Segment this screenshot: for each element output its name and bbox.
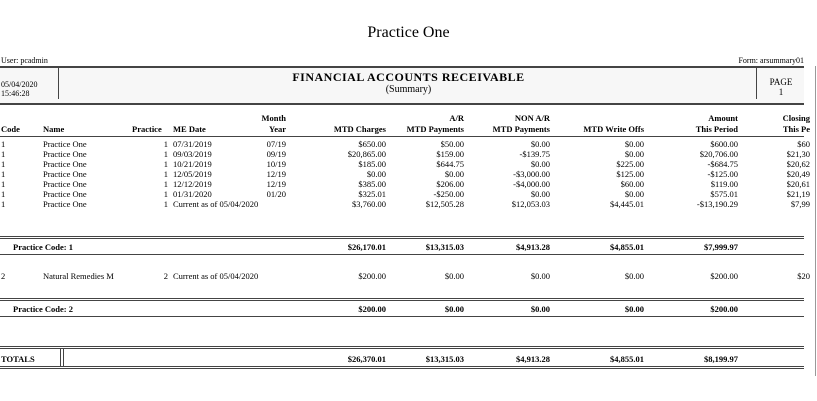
cell-ar: $159.00 (436, 149, 464, 159)
cell-me-date: 12/12/2019 (173, 179, 212, 189)
cell-month-year: 12/19 (266, 169, 286, 179)
totals-non-ar: $4,913.28 (516, 354, 550, 364)
subtotal-rule (0, 298, 804, 299)
col-closing-period: This Pe (782, 124, 810, 134)
row2-practice: 2 (163, 271, 168, 281)
cell-write-offs: $0.00 (624, 189, 644, 199)
cell-write-offs: $0.00 (624, 149, 644, 159)
header-rule (0, 136, 804, 137)
col-code: Code (1, 124, 20, 134)
cell-me-date: 10/21/2019 (173, 159, 212, 169)
totals-ar: $13,315.03 (425, 354, 464, 364)
cell-non-ar: $0.00 (530, 139, 550, 149)
cell-ar: $206.00 (436, 179, 464, 189)
cell-closing: $21,19 (786, 189, 810, 199)
cell-non-ar: -$3,000.00 (513, 169, 550, 179)
cell-code: 1 (1, 169, 6, 179)
cell-practice: 1 (163, 199, 168, 209)
cell-practice: 1 (163, 159, 168, 169)
cell-charges: $20,865.00 (347, 149, 386, 159)
cell-closing: $21,30 (786, 149, 810, 159)
totals-label: TOTALS (1, 354, 35, 364)
subtotal-label: Practice Code: 2 (13, 304, 73, 314)
cell-amount: $575.01 (710, 189, 738, 199)
row2-name: Natural Remedies M (43, 271, 114, 281)
subtotal-rule (0, 254, 804, 255)
row2-closing: $20 (797, 271, 810, 281)
cell-amount: $20,706.00 (699, 149, 738, 159)
cell-ar: -$250.00 (433, 189, 464, 199)
cell-charges: $185.00 (358, 159, 386, 169)
totals-charges: $26,370.01 (347, 354, 386, 364)
cell-code: 1 (1, 159, 6, 169)
cell-me-date: 12/05/2019 (173, 169, 212, 179)
report-time: 15:46:28 (1, 89, 30, 98)
subtotal-rule (0, 316, 804, 317)
cell-closing: $60 (797, 139, 810, 149)
totals-rule (0, 368, 804, 369)
row2-amount: $200.00 (710, 271, 738, 281)
cell-ar: $12,505.28 (425, 199, 464, 209)
cell-practice: 1 (163, 149, 168, 159)
subtotal-rule (0, 300, 804, 301)
cell-practice: 1 (163, 139, 168, 149)
cell-charges: $325.01 (358, 189, 386, 199)
cell-practice: 1 (163, 179, 168, 189)
cell-amount: -$13,190.29 (696, 199, 738, 209)
cell-amount: -$125.00 (707, 169, 738, 179)
subtotal-amount: $200.00 (710, 304, 738, 314)
cell-name: Practice One (43, 179, 87, 189)
col-non-ar: NON A/R (514, 113, 550, 123)
page-number: 1 (778, 87, 784, 97)
cell-name: Practice One (43, 149, 87, 159)
cell-non-ar: $12,053.03 (511, 199, 550, 209)
cell-closing: $20,49 (786, 169, 810, 179)
cell-amount: $600.00 (710, 139, 738, 149)
report-date: 05/04/2020 (1, 80, 38, 89)
cell-charges: $650.00 (358, 139, 386, 149)
cell-amount: -$684.75 (707, 159, 738, 169)
cell-month-year: 10/19 (266, 159, 286, 169)
col-mtd-charges: MTD Charges (333, 124, 386, 134)
cell-me-date: 01/31/2020 (173, 189, 212, 199)
cell-code: 1 (1, 179, 6, 189)
cell-non-ar: -$139.75 (519, 149, 550, 159)
col-year: Year (269, 124, 286, 134)
cell-name: Practice One (43, 159, 87, 169)
subtotal-charges: $26,170.01 (347, 242, 386, 252)
cell-non-ar: $0.00 (530, 159, 550, 169)
totals-divider (63, 348, 64, 366)
cell-name: Practice One (43, 139, 87, 149)
subtotal-non-ar: $4,913.28 (516, 242, 550, 252)
page-edge-line (815, 66, 816, 376)
cell-closing: $20,62 (786, 159, 810, 169)
subtotal-rule (0, 236, 804, 237)
cell-write-offs: $60.00 (620, 179, 644, 189)
col-practice: Practice (132, 124, 162, 134)
cell-write-offs: $4,445.01 (610, 199, 644, 209)
report-title: FINANCIAL ACCOUNTS RECEIVABLE (292, 70, 525, 84)
col-closing: Closing (782, 113, 810, 123)
subtotal-charges: $200.00 (358, 304, 386, 314)
subtotal-write-offs: $4,855.01 (610, 242, 644, 252)
form-label: Form: arsummary01 (738, 56, 804, 65)
subtotal-write-offs: $0.00 (624, 304, 644, 314)
col-me-date: ME Date (173, 124, 206, 134)
row2-charges: $200.00 (358, 271, 386, 281)
row2-ar: $0.00 (444, 271, 464, 281)
report-subtitle: (Summary) (385, 84, 432, 95)
cell-code: 1 (1, 199, 6, 209)
totals-write-offs: $4,855.01 (610, 354, 644, 364)
cell-me-date: 09/03/2019 (173, 149, 212, 159)
col-ar-payments: MTD Payments (406, 124, 464, 134)
cell-write-offs: $225.00 (616, 159, 644, 169)
totals-rule (0, 346, 804, 347)
cell-ar: $50.00 (440, 139, 464, 149)
cell-write-offs: $0.00 (624, 139, 644, 149)
col-write-offs: MTD Write Offs (583, 124, 644, 134)
user-label: User: pcadmin (1, 56, 48, 65)
totals-divider (60, 348, 61, 366)
subtotal-ar: $0.00 (444, 304, 464, 314)
col-non-ar-payments: MTD Payments (492, 124, 550, 134)
cell-me-date: Current as of 05/04/2020 (173, 199, 259, 209)
col-ar: A/R (449, 113, 464, 123)
col-this-period: This Period (695, 124, 738, 134)
col-amount: Amount (708, 113, 738, 123)
cell-ar: $644.75 (436, 159, 464, 169)
cell-name: Practice One (43, 169, 87, 179)
cell-name: Practice One (43, 199, 87, 209)
cell-month-year: 07/19 (266, 139, 286, 149)
cell-charges: $0.00 (366, 169, 386, 179)
col-month: Month (261, 113, 286, 123)
cell-month-year: 12/19 (266, 179, 286, 189)
cell-code: 1 (1, 139, 6, 149)
row2-code: 2 (1, 271, 6, 281)
cell-non-ar: $0.00 (530, 189, 550, 199)
cell-practice: 1 (163, 189, 168, 199)
row2-write-offs: $0.00 (624, 271, 644, 281)
cell-code: 1 (1, 149, 6, 159)
col-name: Name (43, 124, 65, 134)
cell-month-year: 09/19 (266, 149, 286, 159)
row2-non-ar: $0.00 (530, 271, 550, 281)
cell-ar: $0.00 (444, 169, 464, 179)
cell-non-ar: -$4,000.00 (513, 179, 550, 189)
totals-rule (0, 366, 804, 367)
cell-code: 1 (1, 189, 6, 199)
practice-title: Practice One (367, 24, 450, 41)
cell-month-year: 01/20 (266, 189, 286, 199)
subtotal-non-ar: $0.00 (530, 304, 550, 314)
cell-closing: $7,99 (790, 199, 810, 209)
subtotal-label: Practice Code: 1 (13, 242, 73, 252)
cell-me-date: 07/31/2019 (173, 139, 212, 149)
cell-name: Practice One (43, 189, 87, 199)
subtotal-amount: $7,999.97 (704, 242, 738, 252)
cell-amount: $119.00 (710, 179, 738, 189)
subtotal-ar: $13,315.03 (425, 242, 464, 252)
totals-amount: $8,199.97 (704, 354, 738, 364)
row2-me-date: Current as of 05/04/2020 (173, 271, 259, 281)
page-label: PAGE (769, 77, 793, 87)
totals-rule (0, 348, 804, 349)
cell-write-offs: $125.00 (616, 169, 644, 179)
cell-practice: 1 (163, 169, 168, 179)
subtotal-rule (0, 238, 804, 239)
cell-charges: $385.00 (358, 179, 386, 189)
cell-charges: $3,760.00 (352, 199, 386, 209)
cell-closing: $20,61 (786, 179, 810, 189)
